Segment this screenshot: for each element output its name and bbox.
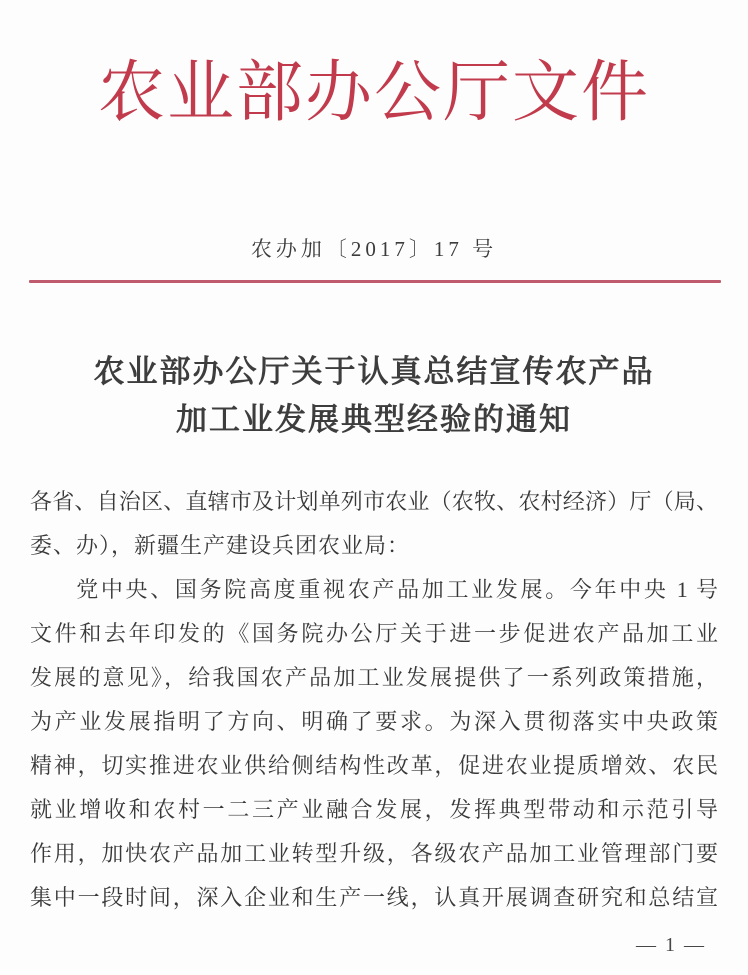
body-line: 文件和去年印发的《国务院办公厅关于进一步促进农产品加工业 bbox=[30, 621, 718, 646]
body-text bbox=[30, 480, 718, 920]
page-number: — 1 — bbox=[636, 934, 706, 956]
doc-reference-number: 农办加〔2017〕17 号 bbox=[250, 237, 498, 261]
body-line: 就业增收和农村一二三产业融合发展，发挥典型带动和示范引导 bbox=[30, 797, 718, 822]
body-line: 精神，切实推进农业供给侧结构性改革，促进农业提质增效、农民 bbox=[30, 753, 718, 778]
body-line: 党中央、国务院高度重视农产品加工业发展。今年中央 1 号 bbox=[76, 577, 718, 602]
notice-title-line-1: 农业部办公厅关于认真总结宣传农产品 bbox=[93, 354, 655, 389]
notice-title-line-2: 加工业发展典型经验的通知 bbox=[176, 402, 572, 437]
body-line: 各省、自治区、直辖市及计划单列市农业（农牧、农村经济）厅（局、 bbox=[30, 489, 718, 514]
body-line: 为产业发展指明了方向、明确了要求。为深入贯彻落实中央政策 bbox=[30, 709, 718, 734]
notice-title bbox=[0, 348, 748, 444]
masthead-title: 农业部办公厅文件 bbox=[98, 56, 650, 130]
red-divider-rule bbox=[29, 280, 721, 283]
body-line: 集中一段时间，深入企业和生产一线，认真开展调查研究和总结宣 bbox=[30, 885, 718, 910]
body-line: 发展的意见》，给我国农产品加工业发展提供了一系列政策措施， bbox=[30, 665, 718, 690]
body-line: 委、办），新疆生产建设兵团农业局： bbox=[30, 533, 411, 558]
body-line: 作用，加快农产品加工业转型升级，各级农产品加工业管理部门要 bbox=[30, 841, 718, 866]
